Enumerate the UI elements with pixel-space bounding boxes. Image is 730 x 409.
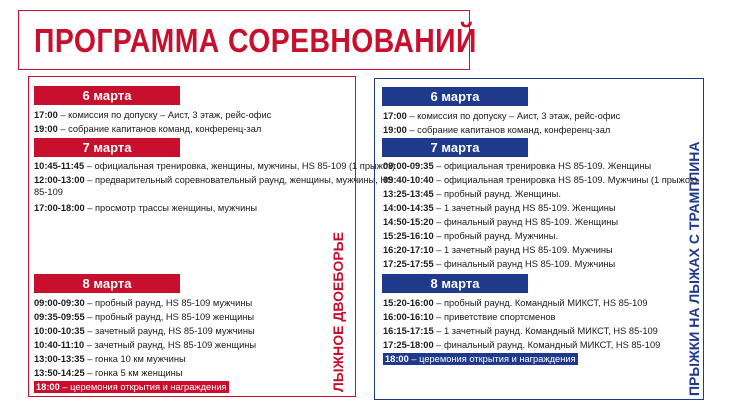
schedule-item: 14:50-15:20 – финальный раунд HS 85-109. Женщины [383,217,619,227]
ski-jumping-label: ПРЫЖКИ НА ЛЫЖАХ С ТРАМПЛИНА [686,141,702,396]
schedule-item: 13:00-13:35 – гонка 10 км мужчины [34,354,186,364]
schedule-item: 17:00 – комиссия по допуску – Аист, 3 этаж, рейс-офис [383,111,621,121]
schedule-item: 13:25-13:45 – пробный раунд. Женщины. [383,189,561,199]
schedule-item: 10:45-11:45 – официальная тренировка, женщины, мужчины, HS 85-109 (1 прыжок) [34,161,396,171]
schedule-item: 09:40-10:40 – официальная тренировка HS 85-109. Мужчины (1 прыжок) [383,175,698,185]
schedule-item: 13:50-14:25 – гонка 5 км женщины [34,368,183,378]
left-day-6-march: 6 марта [34,86,180,105]
schedule-item: 19:00 – собрание капитанов команд, конференц-зал [383,125,611,135]
schedule-item: 16:20-17:10 – 1 зачетный раунд HS 85-109. Мужчины [383,245,613,255]
left-day-7-march: 7 марта [34,138,180,157]
page-title: ПРОГРАММА СОРЕВНОВАНИЙ [34,22,477,59]
left-day-8-march: 8 марта [34,274,180,293]
ceremony-item: 18:00 – церемония открытия и награждения [36,382,227,392]
right-day-8-march: 8 марта [382,274,528,293]
schedule-item: 16:00-16:10 – приветствие спортсменов [383,312,556,322]
schedule-item: 16:15-17:15 – 1 зачетный раунд. Командный МИКСТ, HS 85-109 [383,326,658,336]
schedule-item: 17:00-18:00 – просмотр трассы женщины, мужчины [34,203,258,213]
schedule-item: 15:25-16:10 – пробный раунд. Мужчины. [383,231,559,241]
schedule-item: 09:35-09:55 – пробный раунд, HS 85-109 женщины [34,312,255,322]
schedule-item: 14:00-14:35 – 1 зачетный раунд HS 85-109. Женщины [383,203,616,213]
schedule-item: 19:00 – собрание капитанов команд, конференц-зал [34,124,262,134]
schedule-item: 10:00-10:35 – зачетный раунд, HS 85-109 мужчины [34,326,255,336]
schedule-item: 15:20-16:00 – пробный раунд. Командный МИКСТ, HS 85-109 [383,298,648,308]
right-day-6-march: 6 марта [382,87,528,106]
schedule-item-cont: 85-109 [34,187,63,197]
right-day-7-march: 7 марта [382,138,528,157]
schedule-item: 17:25-17:55 – финальный раунд HS 85-109. Мужчины [383,259,616,269]
nordic-combined-label: ЛЫЖНОЕ ДВОЕБОРЬЕ [330,231,346,392]
schedule-item: 09:00-09:35 – официальная тренировка HS 85-109. Женщины [383,161,652,171]
schedule-item: 12:00-13:00 – предварительный соревновательный раунд, женщины, мужчины, HS [34,175,394,185]
schedule-item: 10:40-11:10 – зачетный раунд, HS 85-109 женщины [34,340,257,350]
schedule-item: 17:00 – комиссия по допуску – Аист, 3 этаж, рейс-офис [34,110,272,120]
ceremony-item: 18:00 – церемония открытия и награждения [385,354,576,364]
schedule-item: 17:25-18:00 – финальный раунд. Командный МИКСТ, HS 85-109 [383,340,661,350]
schedule-item: 09:00-09:30 – пробный раунд, HS 85-109 мужчины [34,298,253,308]
